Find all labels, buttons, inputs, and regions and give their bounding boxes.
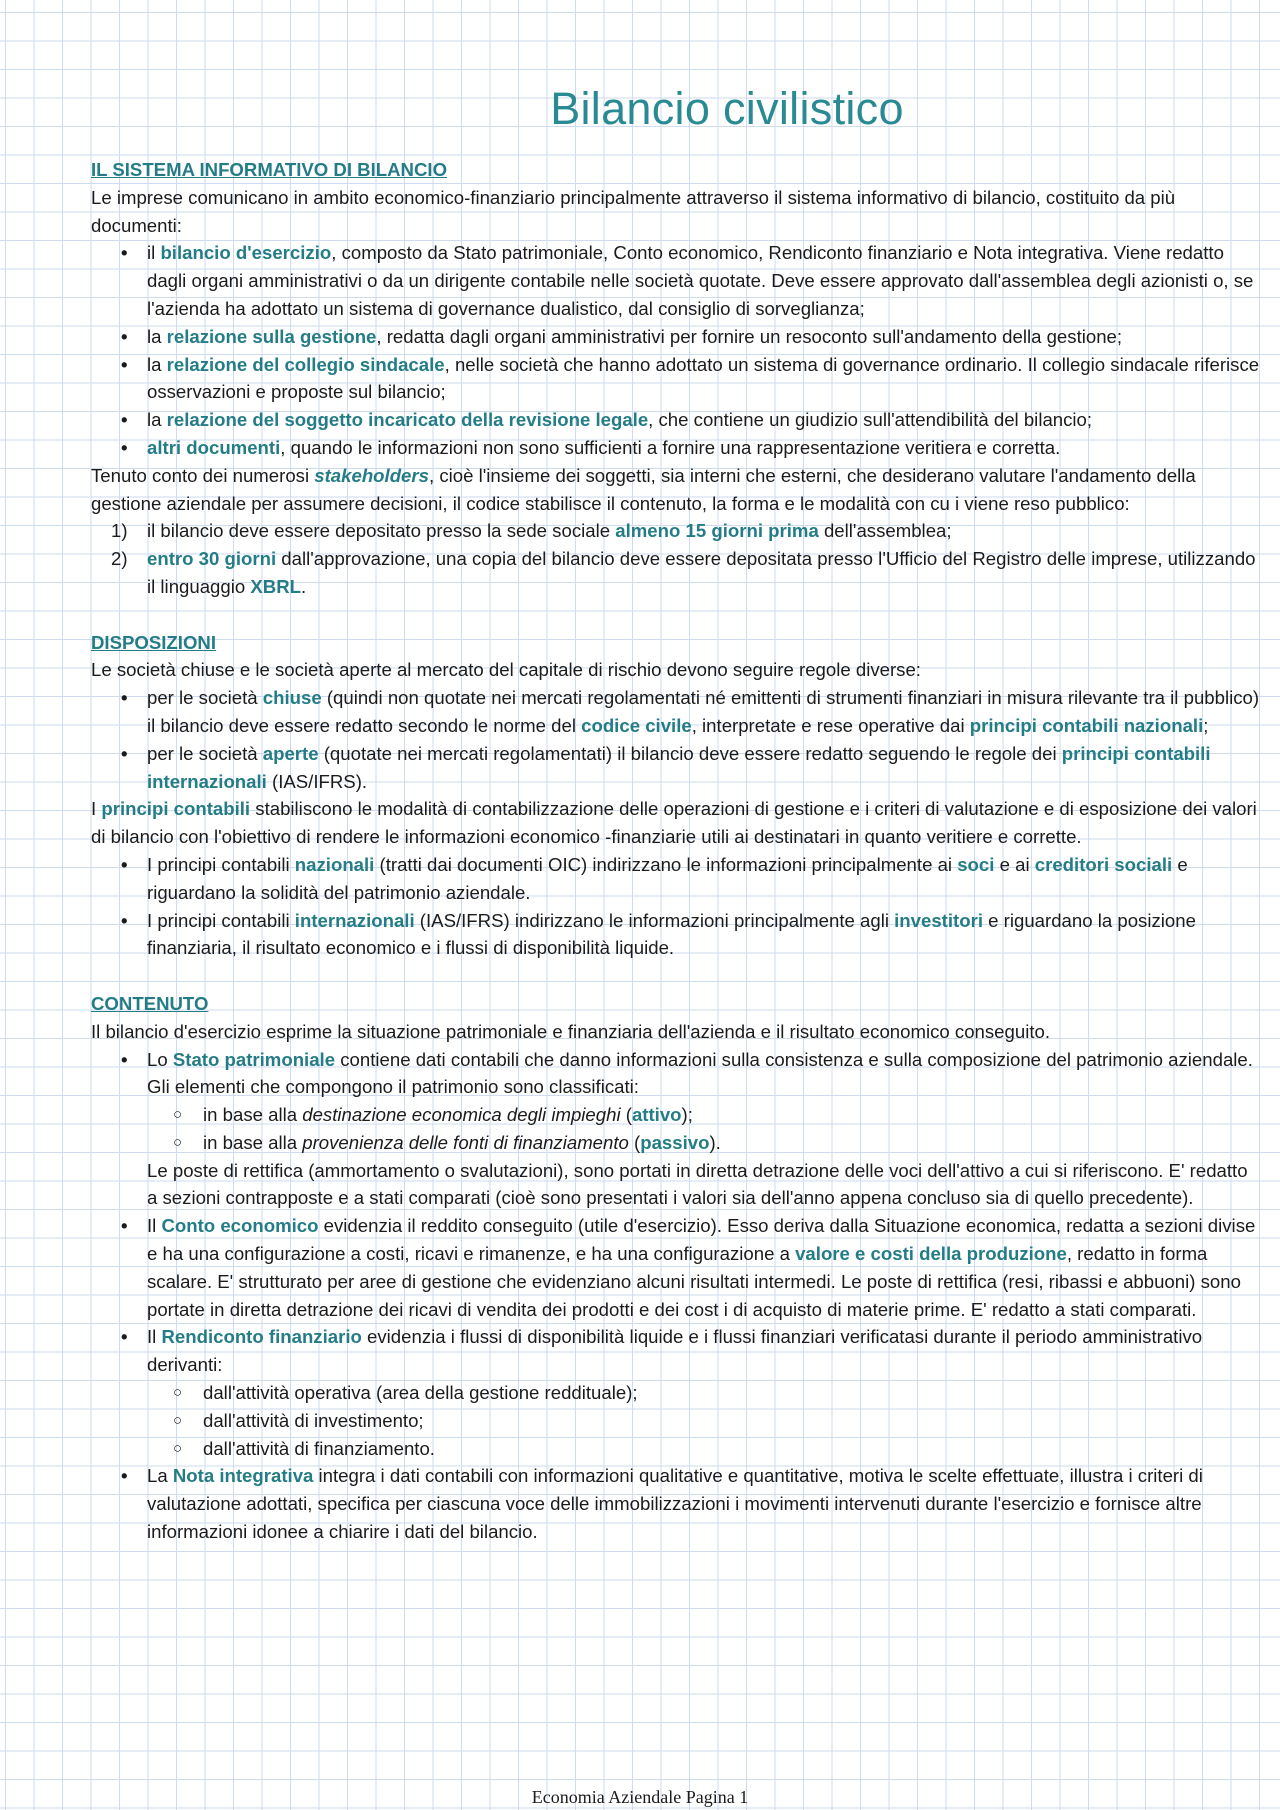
list-item: • la relazione del soggetto incaricato della revisione legale, che contiene un giudizio sull'attendibilità del bilancio; xyxy=(147,406,1263,434)
section-sistema-informativo xyxy=(91,156,1263,601)
list-item: • il bilancio d'esercizio, composto da Stato patrimoniale, Conto economico, Rendiconto finanziario e Nota integrativa. Viene redatto dagli organi amministrativi o da un dirigente contabile nelle società quotate. Deve essere approvato dall'assemblea degli azionisti o, se l'azienda ha adottato un sistema di governance dualistico, dal consiglio di sorveglianza; xyxy=(147,239,1263,322)
highlight-term: stakeholders xyxy=(314,464,429,486)
highlight-term: valore e costi della produzione xyxy=(795,1243,1067,1265)
list-item: • per le società chiuse (quindi non quotate nei mercati regolamentati né emittenti di strumenti finanziari in misura rilevante tra il pubblico) il bilancio deve essere redatto secondo le norme del codice civile, interpretate e rese operative dai principi contabili nazionali; xyxy=(147,684,1263,740)
section-heading: DISPOSIZIONI xyxy=(91,631,217,653)
highlight-term: creditori sociali xyxy=(1034,853,1173,875)
list-item: • altri documenti, quando le informazioni non sono sufficienti a fornire una rappresentazione veritiera e corretta. xyxy=(147,434,1263,462)
list-item: • Il Rendiconto finanziario evidenzia i flussi di disponibilità liquide e i flussi finanziari verificatasi durante il periodo amministrativo derivanti: ○ dall'attività operativa (area della gestione reddituale); ○ dall'attività di investimento; ○ dall'attività di finanziamento. xyxy=(147,1323,1263,1462)
list-item: • Lo Stato patrimoniale contiene dati contabili che danno informazioni sulla consistenza e sulla composizione del patrimonio aziendale. Gli elementi che compongono il patrimonio sono classificati: ○ in base alla destinazione economica degli impieghi (attivo); ○ in base alla provenienza delle fonti di finanziamento (passivo). Le poste di rettifica (ammortamento o svalutazioni), sono portati in diretta detrazione delle voci dell'attivo a cui si riferiscono. E' redatto a sezioni contrapposte e a stati comparati (cioè sono presentati i valori sia dell'anno appena concluso sia di quello precedente). xyxy=(147,1046,1263,1213)
list-number: 2) xyxy=(111,548,128,570)
bullet-list xyxy=(91,684,1263,795)
highlight-term: passivo xyxy=(640,1131,710,1153)
bullet-list xyxy=(91,1046,1263,1546)
paragraph: Le società chiuse e le società aperte al mercato del capitale di rischio devono seguire regole diverse: xyxy=(91,659,921,681)
list-item: • I principi contabili internazionali (IAS/IFRS) indirizzano le informazioni principalmente agli investitori e riguardano la posizione finanziaria, il risultato economico e i flussi di disponibilità liquide. xyxy=(147,907,1263,963)
sub-list-item: ○ dall'attività operativa (area della gestione reddituale); xyxy=(203,1379,1263,1407)
highlight-term: relazione del soggetto incaricato della revisione legale xyxy=(166,409,649,431)
highlight-term: bilancio d'esercizio xyxy=(160,242,332,264)
list-item: • per le società aperte (quotate nei mercati regolamentati) il bilancio deve essere redatto seguendo le regole dei principi contabili internazionali (IAS/IFRS). xyxy=(147,740,1263,796)
highlight-term: relazione del collegio sindacale xyxy=(166,353,445,375)
highlight-term: principi contabili nazionali xyxy=(969,714,1204,736)
sub-list-item: ○ dall'attività di investimento; xyxy=(203,1407,1263,1435)
highlight-term: XBRL xyxy=(250,575,301,597)
highlight-term: Conto economico xyxy=(161,1215,319,1237)
list-item: • La Nota integrativa integra i dati contabili con informazioni qualitative e quantitative, motiva le scelte effettuate, illustra i criteri di valutazione adottati, specifica per ciascuna voce delle immobilizzazioni i movimenti intervenuti durante l'esercizio e fornisce altre informazioni idonee a chiarire i dati del bilancio. xyxy=(147,1462,1263,1545)
section-contenuto xyxy=(91,990,1263,1546)
sub-list xyxy=(147,1101,1263,1157)
paragraph: Il bilancio d'esercizio esprime la situazione patrimoniale e finanziaria dell'azienda e il risultato economico conseguito. xyxy=(91,1020,1050,1042)
highlight-term: internazionali xyxy=(294,909,415,931)
paragraph: Tenuto conto dei numerosi stakeholders, cioè l'insieme dei soggetti, sia interni che esterni, che desiderano valutare l'andamento della gestione aziendale per assumere decisioni, il codice stabilisce il contenuto, la forma e le modalità con cu i viene reso pubblico: xyxy=(91,464,1196,514)
highlight-term: soci xyxy=(957,853,995,875)
highlight-term: entro 30 giorni xyxy=(147,548,277,570)
list-item: 2) entro 30 giorni dall'approvazione, una copia del bilancio deve essere depositata presso l'Ufficio del Registro delle imprese, utilizzando il linguaggio XBRL. xyxy=(147,545,1263,601)
list-number: 1) xyxy=(111,520,128,542)
highlight-term: aperte xyxy=(262,742,319,764)
paragraph: I principi contabili stabiliscono le modalità di contabilizzazione delle operazioni di gestione e i criteri di valutazione e di esposizione dei valori di bilancio con l'obiettivo di rendere le informazioni economico -finanziarie utili ai destinatari in quanto veritiere e corrette. xyxy=(91,798,1257,848)
italic-term: provenienza delle fonti di finanziamento xyxy=(302,1131,629,1153)
page-title: Bilancio civilistico xyxy=(550,83,904,134)
list-item: 1) il bilancio deve essere depositato presso la sede sociale almeno 15 giorni prima dell'assemblea; xyxy=(147,517,1263,545)
highlight-term: codice civile xyxy=(581,714,692,736)
highlight-term: almeno 15 giorni prima xyxy=(615,520,819,542)
list-item-continuation: Le poste di rettifica (ammortamento o svalutazioni), sono portati in diretta detrazione delle voci dell'attivo a cui si riferiscono. E' redatto a sezioni contrapposte e a stati comparati (cioè sono presentati i valori sia dell'anno appena concluso sia di quello precedente). xyxy=(147,1159,1248,1209)
highlight-term: principi contabili xyxy=(101,798,251,820)
sub-list-item: ○ in base alla provenienza delle fonti di finanziamento (passivo). xyxy=(203,1129,1263,1157)
italic-term: destinazione economica degli impieghi xyxy=(302,1104,621,1126)
section-disposizioni xyxy=(91,629,1263,963)
list-item: • I principi contabili nazionali (tratti dai documenti OIC) indirizzano le informazioni principalmente ai soci e ai creditori sociali e riguardano la solidità del patrimonio aziendale. xyxy=(147,851,1263,907)
section-heading: IL SISTEMA INFORMATIVO DI BILANCIO xyxy=(91,159,448,180)
page-footer: Economia Aziendale Pagina 1 xyxy=(531,1787,749,1807)
highlight-term: investitori xyxy=(894,909,983,931)
page-content xyxy=(91,82,1263,1574)
highlight-term: nazionali xyxy=(294,853,375,875)
sub-list-item: ○ dall'attività di finanziamento. xyxy=(203,1435,1263,1463)
highlight-term: altri documenti xyxy=(147,436,281,458)
highlight-term: relazione sulla gestione xyxy=(166,325,377,347)
numbered-list xyxy=(91,517,1263,600)
highlight-term: principi contabili internazionali xyxy=(147,742,1211,792)
sub-list xyxy=(147,1379,1263,1462)
highlight-term: Nota integrativa xyxy=(172,1465,314,1487)
bullet-list xyxy=(91,851,1263,962)
list-item: • Il Conto economico evidenzia il reddito conseguito (utile d'esercizio). Esso deriva dalla Situazione economica, redatta a sezioni divise e ha una configurazione a costi, ricavi e rimanenze, e ha una configurazione a valore e costi della produzione, redatto in forma scalare. E' strutturato per aree di gestione che evidenziano alcuni risultati intermedi. Le poste di rettifica (resi, ribassi e abbuoni) sono portate in diretta detrazione dei ricavi di vendita dei prodotti e dei cost i di acquisto di materie prime. E' redatto a stati comparati. xyxy=(147,1212,1263,1323)
highlight-term: chiuse xyxy=(262,687,322,709)
sub-list-item: ○ in base alla destinazione economica degli impieghi (attivo); xyxy=(203,1101,1263,1129)
highlight-term: Rendiconto finanziario xyxy=(161,1326,362,1348)
highlight-term: attivo xyxy=(631,1104,682,1126)
bullet-list xyxy=(91,239,1263,461)
list-item: • la relazione del collegio sindacale, nelle società che hanno adottato un sistema di governance ordinario. Il collegio sindacale riferisce osservazioni e proposte sul bilancio; xyxy=(147,351,1263,407)
section-heading: CONTENUTO xyxy=(91,992,209,1014)
highlight-term: Stato patrimoniale xyxy=(172,1048,336,1070)
paragraph: Le imprese comunicano in ambito economico-finanziario principalmente attraverso il sistema informativo di bilancio, costituito da più documenti: xyxy=(91,186,1176,236)
list-item: • la relazione sulla gestione, redatta dagli organi amministrativi per fornire un resoconto sull'andamento della gestione; xyxy=(147,323,1263,351)
